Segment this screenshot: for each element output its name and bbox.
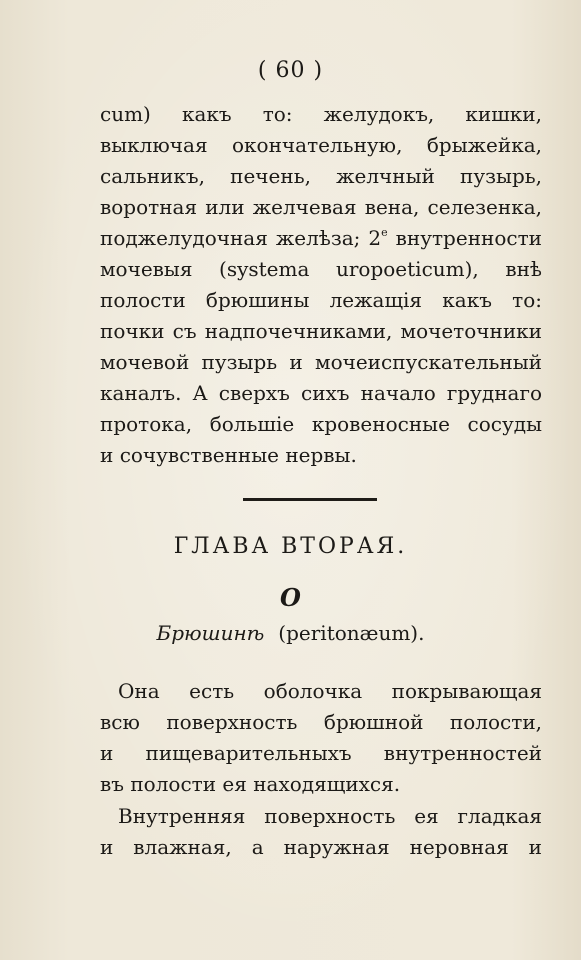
page-number: ( 60 )	[257, 58, 324, 83]
chapter-title: ГЛАВА ВТОРАЯ.	[173, 534, 408, 559]
text-line: воротная или желчевая вена, селезенка,	[100, 195, 542, 219]
text-line: выключая окончательную, брыжейка,	[100, 133, 542, 157]
text-segment: внутренности	[387, 226, 542, 250]
chapter-subtitle-russian: Брюшинѣ	[156, 621, 265, 645]
text-line: почки съ надпочечниками, мочеточники	[100, 319, 542, 343]
chapter-subtitle	[0, 621, 581, 645]
text-line: въ полости ея находящихся.	[100, 772, 401, 796]
paragraph-organs	[100, 99, 542, 471]
chapter-preposition: О	[280, 583, 301, 612]
text-line: всю поверхность брюшной полости,	[100, 710, 542, 734]
text-line: и сочувственные нервы.	[100, 443, 357, 467]
section-divider	[243, 498, 377, 501]
paragraph-peritoneum-surface	[100, 801, 542, 863]
text-line: Внутренняя поверхность ея гладкая	[118, 804, 542, 828]
text-line: мочевыя (systema uropoeticum), внѣ	[100, 257, 542, 281]
text-line: каналъ. А сверхъ сихъ начало груднаго	[100, 381, 542, 405]
superscript: е	[381, 226, 388, 239]
text-line: cum) какъ то: желудокъ, кишки,	[100, 102, 542, 126]
text-line: сальникъ, печень, желчный пузырь,	[100, 164, 542, 188]
text-line: мочевой пузырь и мочеиспускательный	[100, 350, 542, 374]
chapter-subtitle-latin: (peritonæum).	[278, 621, 425, 645]
text-line: и влажная, а наружная неровная и	[100, 835, 542, 859]
text-segment: поджелудочная желѣза; 2	[100, 226, 382, 250]
paragraph-peritoneum-definition	[100, 676, 542, 800]
text-line: и пищеварительныхъ внутренностей	[100, 741, 542, 765]
text-line: протока, большіе кровеносные сосуды	[100, 412, 542, 436]
text-line: полости брюшины лежащія какъ то:	[100, 288, 542, 312]
text-line	[100, 223, 542, 254]
text-line: Она есть оболочка покрывающая	[118, 679, 542, 703]
